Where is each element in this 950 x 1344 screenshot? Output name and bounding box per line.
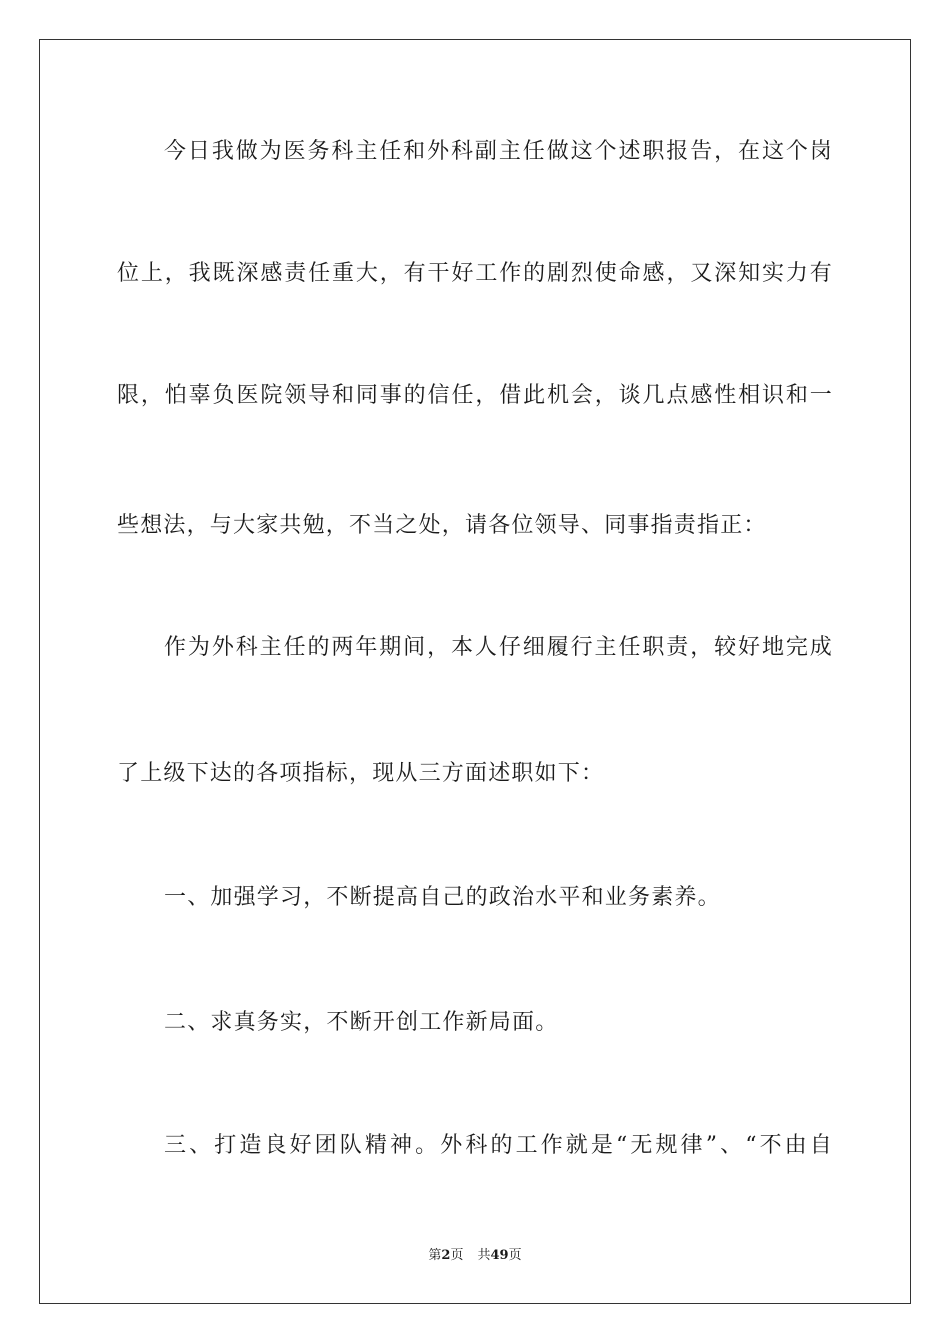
paragraph-line: 今日我做为医务科主任和外科副主任做这个述职报告，在这个岗 (164, 139, 833, 164)
section-heading-3: 三、打造良好团队精神。外科的工作就是“无规律”、“不由自 (164, 1133, 833, 1158)
paragraph-line: 些想法，与大家共勉，不当之处，请各位领导、同事指责指正： (117, 513, 767, 538)
paragraph-line: 了上级下达的各项指标，现从三方面述职如下： (117, 761, 605, 786)
paragraph-line: 位上，我既深感责任重大，有干好工作的剧烈使命感，又深知实力有 (117, 261, 833, 286)
section-heading-1: 一、加强学习，不断提高自己的政治水平和业务素养。 (164, 885, 721, 910)
page-border (39, 39, 911, 1304)
section-heading-2: 二、求真务实，不断开创工作新局面。 (164, 1010, 559, 1035)
total-pages: 49 (490, 1248, 509, 1263)
page-suffix: 页 (450, 1248, 464, 1263)
paragraph-line: 作为外科主任的两年期间，本人仔细履行主任职责，较好地完成 (164, 635, 833, 660)
total-prefix: 共 (477, 1248, 491, 1263)
paragraph-line: 限，怕辜负医院领导和同事的信任，借此机会，谈几点感性相识和一 (117, 383, 833, 408)
page-footer (0, 1247, 950, 1265)
page-number: 2 (441, 1248, 451, 1263)
page-prefix: 第 (428, 1248, 442, 1263)
total-suffix: 页 (508, 1248, 522, 1263)
